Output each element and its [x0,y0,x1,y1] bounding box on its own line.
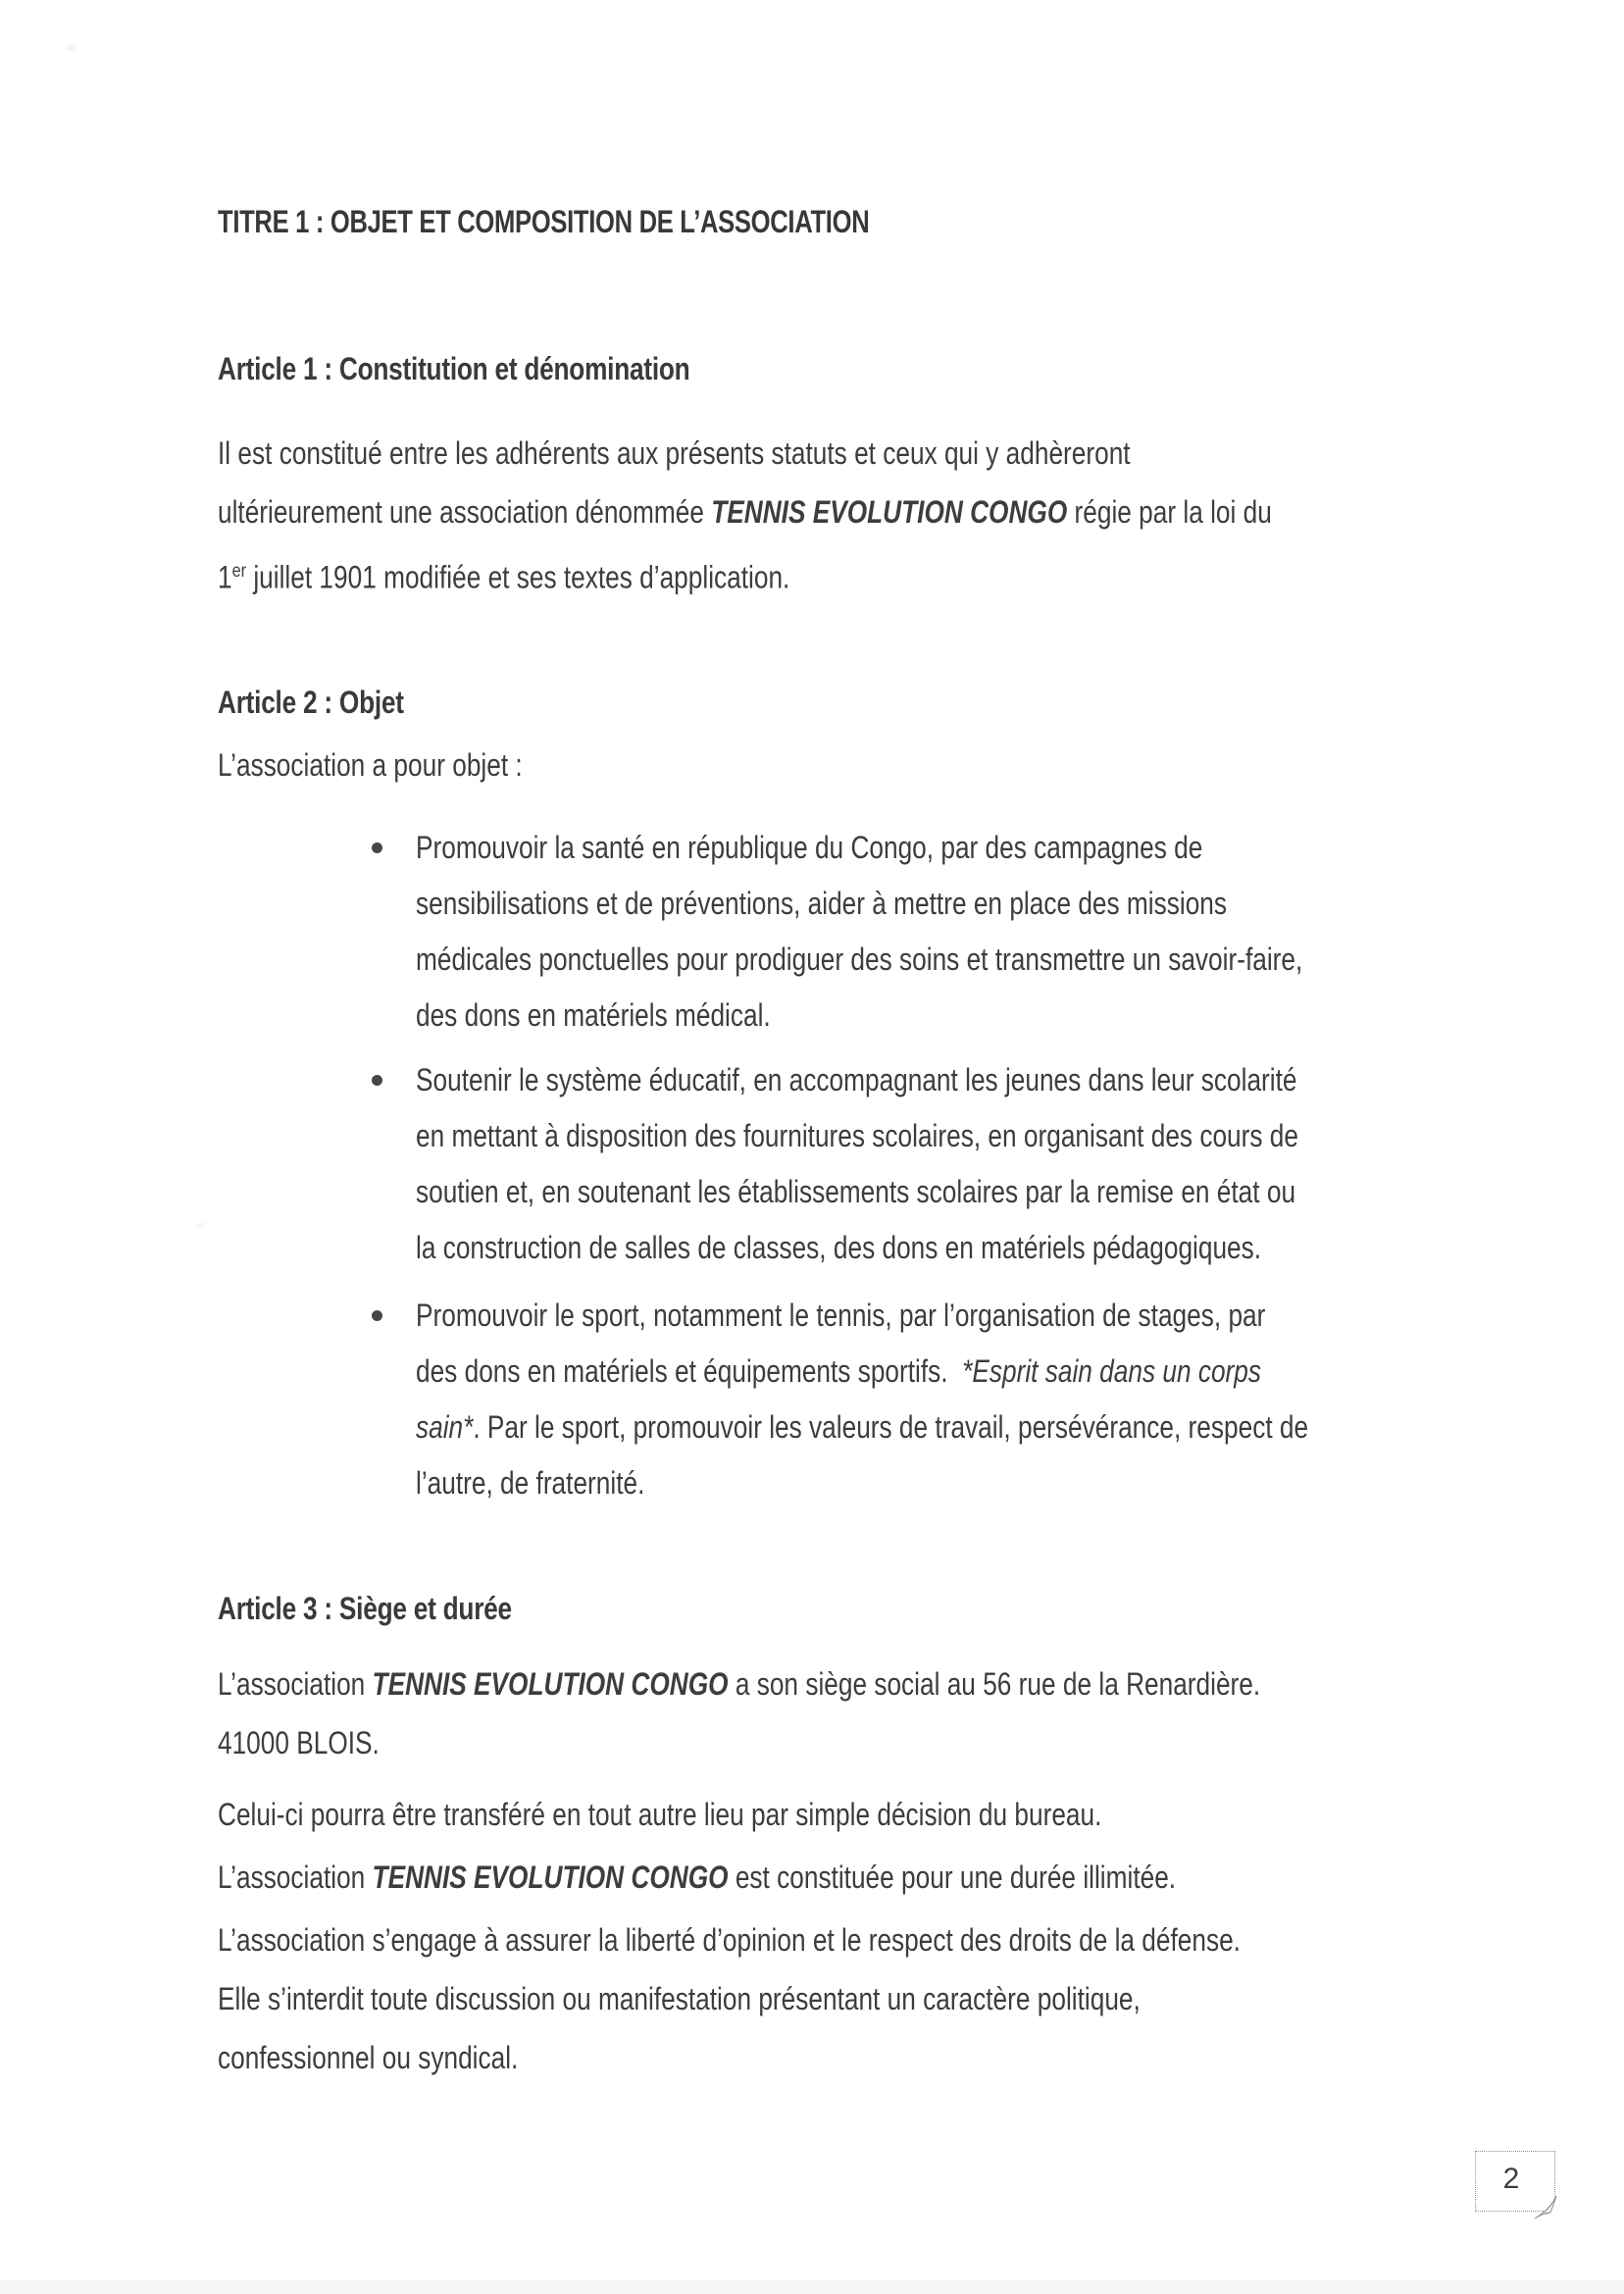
bullet-1-text [416,820,1497,1044]
text-segment: sensibilisations et de préventions, aider à mettre en place des missions [416,886,1227,921]
text-segment: la construction de salles de classes, des dons en matériels pédagogiques. [416,1230,1262,1265]
scan-edge-shadow [0,2280,1624,2294]
text-segment: soutien et, en soutenant les établissements scolaires par la remise en état ou [416,1174,1296,1209]
text-line [218,1848,1176,1907]
text-segment: est constituée pour une durée illimitée. [728,1860,1177,1895]
bullet-2-text [416,1052,1493,1276]
text-segment: TENNIS EVOLUTION CONGO [372,1666,729,1702]
text-line [218,1911,1241,1969]
text-line [218,1969,1241,2028]
text-line [218,2028,1241,2087]
text-line [416,1400,1308,1455]
bullet-icon [372,842,382,853]
text-line [218,1713,1260,1772]
article-3-paragraph-siege [218,1655,1490,1772]
text-segment: TENNIS EVOLUTION CONGO [711,494,1068,530]
article-2-heading: Article 2 : Objet [218,685,404,720]
text-segment: *Esprit sain dans un corps [962,1353,1261,1389]
text-segment: . Par le sport, promouvoir les valeurs de travail, persévérance, respect de [473,1409,1309,1445]
text-segment: a son siège social au 56 rue de la Renardière. [728,1666,1261,1702]
document-title: TITRE 1 : OBJET ET COMPOSITION DE L’ASSOCIATION [218,204,870,239]
text-line [416,932,1302,988]
text-segment: confessionnel ou syndical. [218,2040,519,2075]
scan-smudge [194,1220,208,1230]
text-line [218,483,1272,541]
article-3-paragraph-liberte [218,1911,1465,2087]
text-segment: L’association [218,1860,373,1895]
scan-smudge [65,43,78,53]
text-segment: L’association a pour objet : [218,747,523,783]
text-segment: Il est constitué entre les adhérents aux présents statuts et ceux qui y adhèreront [218,435,1131,471]
text-segment: des dons en matériels et équipements sportifs. [416,1353,963,1389]
text-line [416,820,1302,876]
text-segment: L’association s’engage à assurer la liberté d’opinion et le respect des droits de la défense. [218,1922,1241,1958]
article-1-heading: Article 1 : Constitution et dénomination [218,351,690,386]
article-3-heading: Article 3 : Siège et durée [218,1591,512,1626]
text-line [416,1220,1298,1276]
text-segment: juillet 1901 modifiée et ses textes d’application. [246,559,790,595]
text-segment: Elle s’interdit toute discussion ou manifestation présentant un caractère politique, [218,1981,1141,2016]
article-3-paragraph-duree [218,1848,1387,1907]
text-segment: des dons en matériels médical. [416,997,771,1033]
text-segment: ultérieurement une association dénommée [218,494,712,530]
text-segment: l’autre, de fraternité. [416,1465,645,1501]
text-line [218,736,523,794]
text-line [218,424,1272,483]
text-segment: médicales ponctuelles pour prodiguer des soins et transmettre un savoir-faire, [416,942,1303,977]
folded-corner-icon [1527,2189,1560,2222]
article-1-paragraph [218,424,1503,607]
text-segment: régie par la loi du [1067,494,1272,530]
text-segment: 41000 BLOIS. [218,1725,380,1760]
text-line [218,541,1272,607]
bullet-icon [372,1075,382,1086]
text-line [218,1655,1260,1713]
bullet-icon [372,1310,382,1321]
text-line [218,1785,1101,1844]
text-segment: sain* [416,1409,474,1445]
article-3-paragraph-transfert [218,1785,1295,1844]
text-line [416,1108,1298,1164]
text-segment: er [231,560,247,582]
bullet-3-text [416,1288,1504,1511]
text-line [416,876,1302,932]
text-segment: en mettant à disposition des fournitures scolaires, en organisant des cours de [416,1118,1298,1153]
text-segment: Promouvoir le sport, notamment le tennis, par l’organisation de stages, par [416,1298,1266,1333]
text-line [416,1052,1298,1108]
text-segment: Celui-ci pourra être transféré en tout autre lieu par simple décision du bureau. [218,1797,1102,1832]
text-segment: Promouvoir la santé en république du Congo, par des campagnes de [416,830,1203,865]
text-line [416,988,1302,1044]
article-2-lead [218,736,589,794]
text-segment: L’association [218,1666,373,1702]
text-line [416,1288,1308,1344]
text-line [416,1164,1298,1220]
page-number: 2 [1502,2163,1520,2195]
text-segment: 1 [218,559,232,595]
page-number-box [1475,2151,1555,2212]
text-line [416,1344,1308,1400]
text-line [416,1455,1308,1511]
text-segment: Soutenir le système éducatif, en accompagnant les jeunes dans leur scolarité [416,1062,1297,1097]
text-segment: TENNIS EVOLUTION CONGO [372,1860,729,1895]
